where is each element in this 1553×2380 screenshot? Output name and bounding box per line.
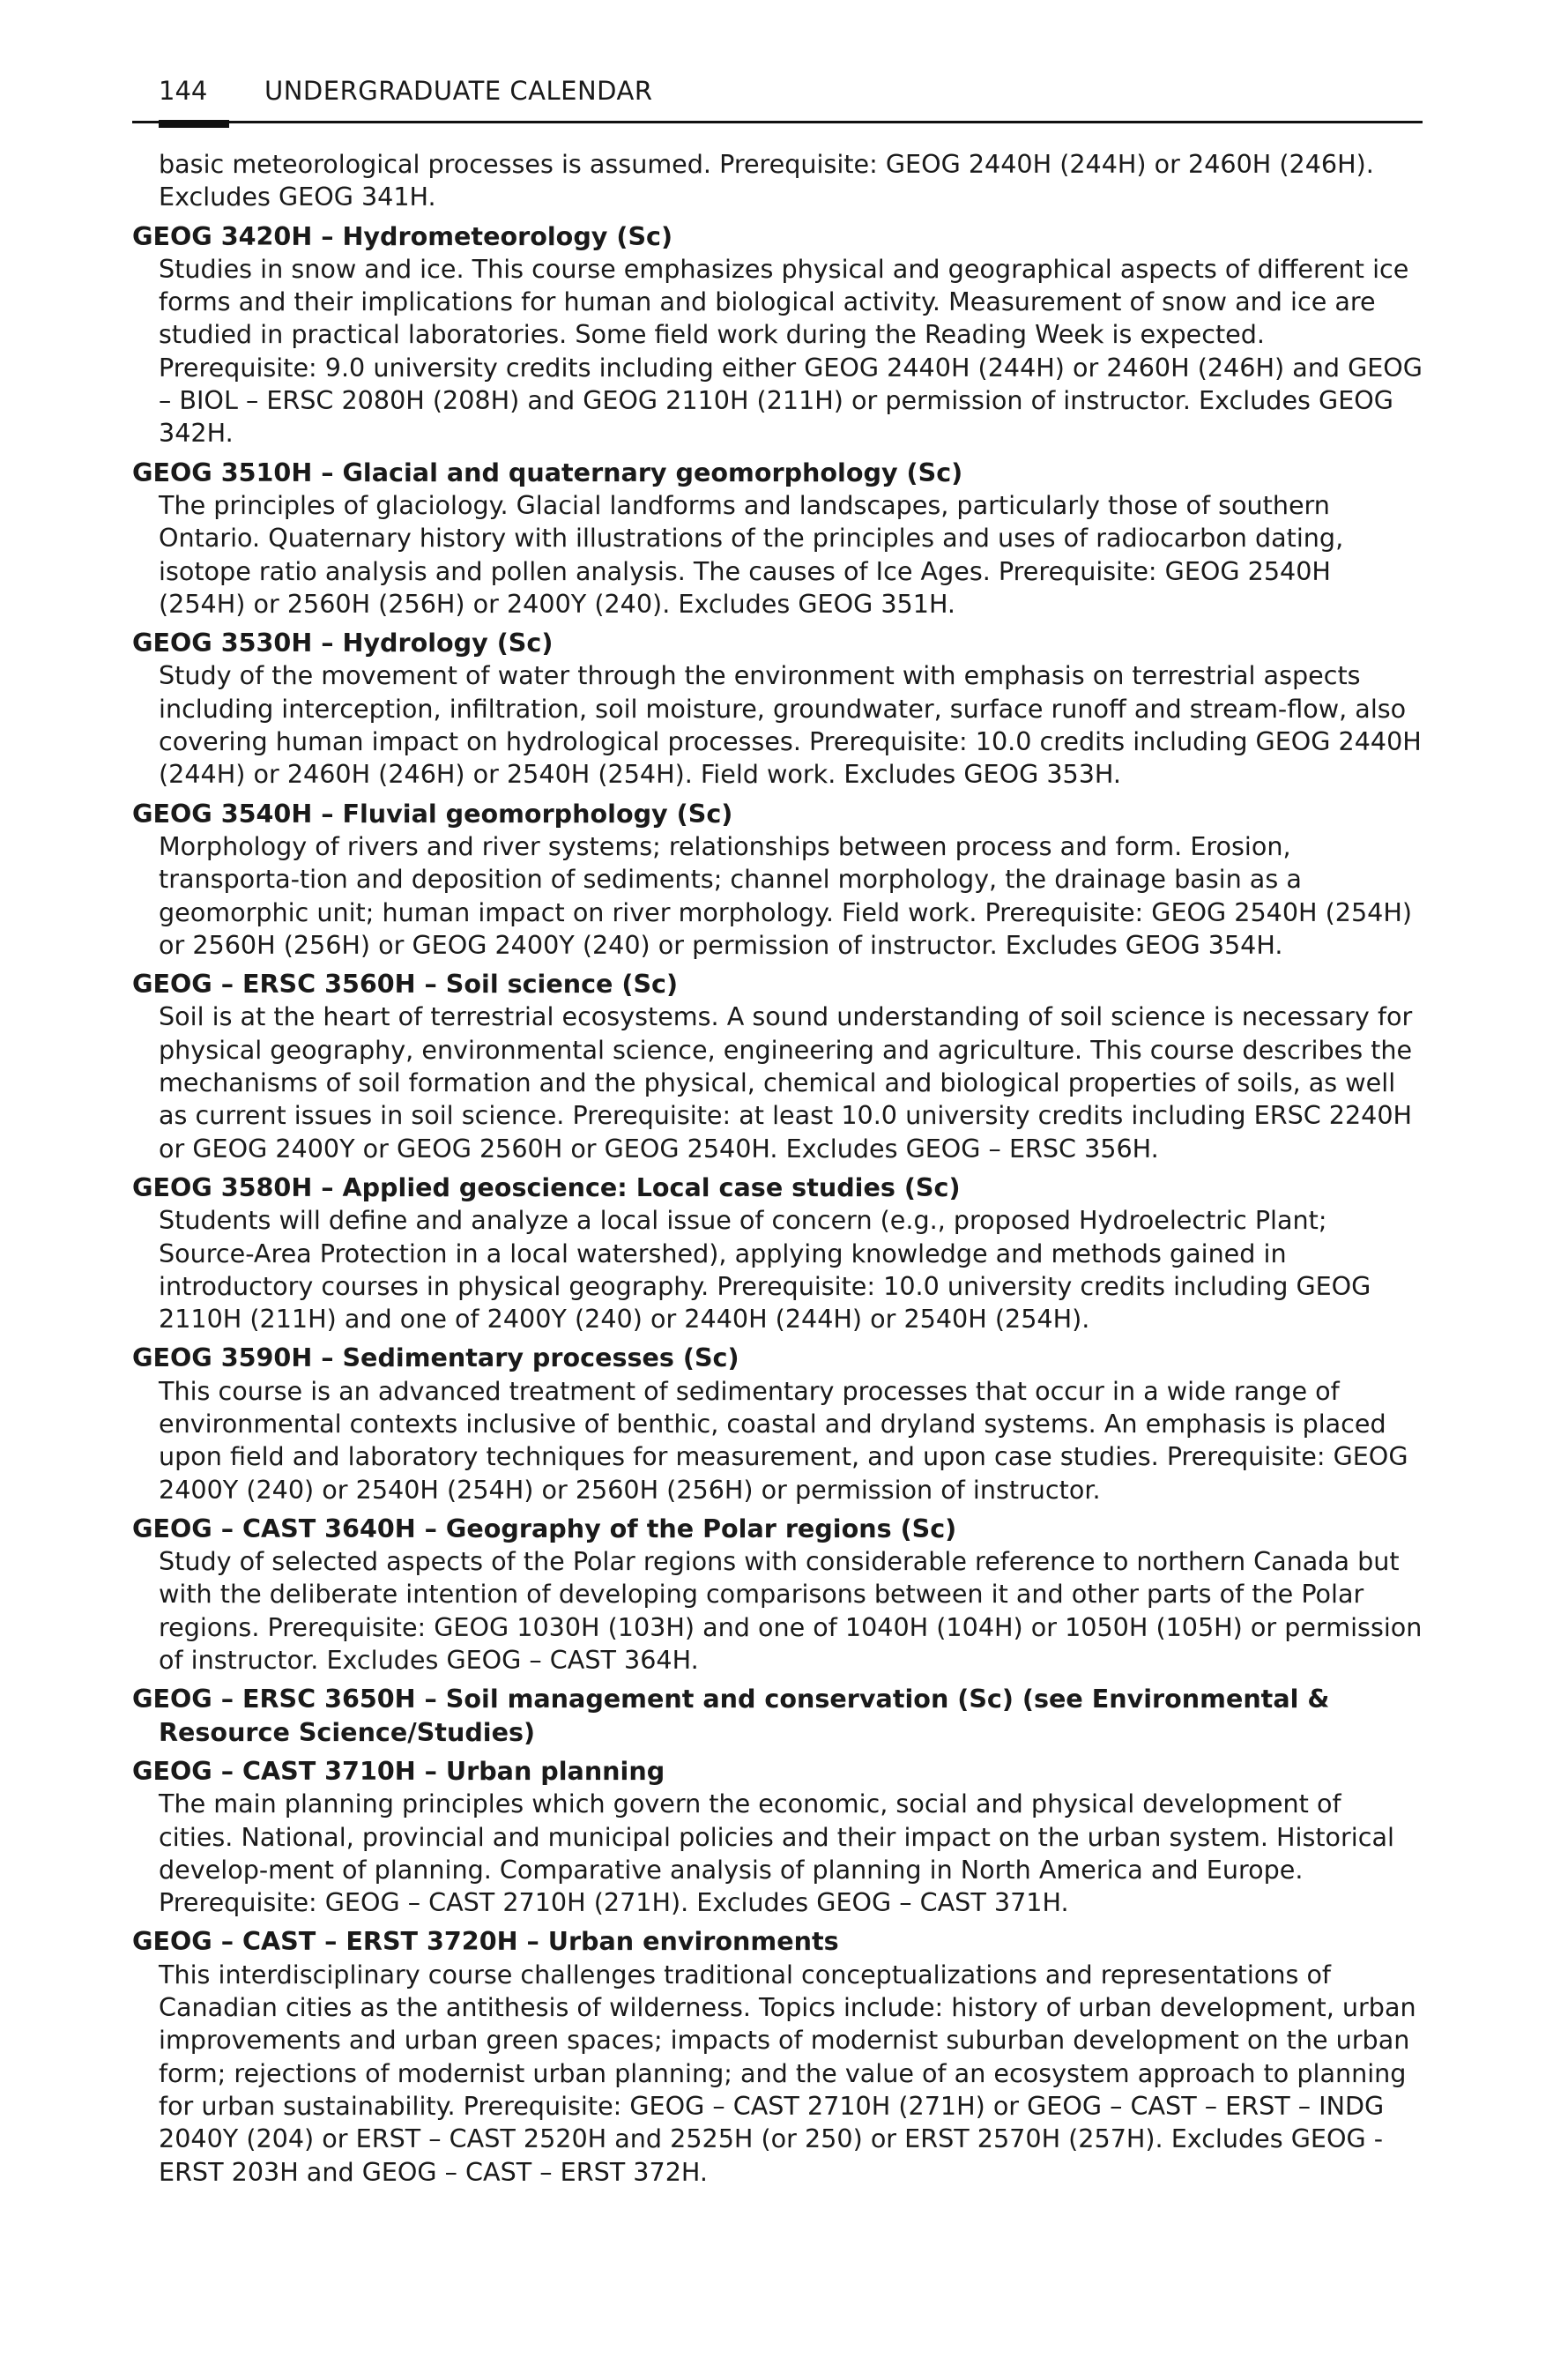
course-title: GEOG – ERSC 3560H – Soil science (Sc) [132,969,679,1000]
course-description: The main planning principles which govern the economic, social and physical development of cities. National, provincial and municipal policies and their impact on the urban system. Historical develop-ment of planning. Comparative analysis of planning in North America and Europe. Prerequisite: GEOG – CAST 2710H (271H). Excludes GEOG – CAST 371H. [159,1789,1394,1918]
course-title: GEOG 3510H – Glacial and quaternary geomorphology (Sc) [132,457,963,487]
continued-description: basic meteorological processes is assumed. Prerequisite: GEOG 2440H (244H) or 2460H (246H). Excludes GEOG 341H. [159,149,1374,212]
course-description: Study of the movement of water through the environment with emphasis on terrestrial aspects including interception, infiltration, soil moisture, groundwater, surface runoff and stream-flow, also covering human impact on hydrological processes. Prerequisite: 10.0 credits including GEOG 2440H (244H) or 2460H (246H) or 2540H (254H). Field work. Excludes GEOG 353H. [159,660,1422,790]
course-title: GEOG 3420H – Hydrometeorology (Sc) [132,220,673,251]
course-title: GEOG – ERSC 3650H – Soil management and conservation (Sc) (see Environmental & Resource Science/Studies) [132,1684,1330,1747]
header-tab-marker [159,120,229,128]
course-entries [132,220,1423,2189]
course-description: Students will define and analyze a local issue of concern (e.g., proposed Hydroelectric Plant; Source-Area Protection in a local watershed), applying knowledge and methods gained in introductory courses in physical geography. Prerequisite: 10.0 university credits including GEOG 2110H (211H) and one of 2400Y (240) or 2440H (244H) or 2540H (254H). [159,1205,1371,1335]
course-entry [132,457,1423,621]
course-description: Soil is at the heart of terrestrial ecosystems. A sound understanding of soil science is necessary for physical geography, environmental science, engineering and agriculture. This course describes the mechanisms of soil formation and the physical, chemical and biological properties of soils, as well as current issues in soil science. Prerequisite: at least 10.0 university credits including ERSC 2240H or GEOG 2400Y or GEOG 2560H or GEOG 2540H. Excludes GEOG – ERSC 356H. [159,1001,1413,1164]
course-title: GEOG – CAST – ERST 3720H – Urban environments [132,1926,839,1957]
course-entry [132,627,1423,791]
course-description: Studies in snow and ice. This course emphasizes physical and geographical aspects of different ice forms and their implications for human and biological activity. Measurement of snow and ice are studied in practical laboratories. Some field work during the Reading Week is expected. Prerequisite: 9.0 university credits including either GEOG 2440H (244H) or 2460H (246H) and GEOG – BIOL – ERSC 2080H (208H) and GEOG 2110H (211H) or permission of instructor. Excludes GEOG 342H. [159,253,1423,449]
course-entry [132,220,1423,450]
course-list [132,148,1423,2189]
running-title: UNDERGRADUATE CALENDAR [264,76,653,106]
course-title: GEOG 3580H – Applied geoscience: Local case studies (Sc) [132,1171,961,1202]
course-entry [132,1755,1423,1919]
course-title: GEOG 3530H – Hydrology (Sc) [132,628,554,658]
course-title: GEOG 3540H – Fluvial geomorphology (Sc) [132,798,733,829]
course-entry [132,1683,1423,1749]
course-entry [132,1342,1423,1506]
course-title: GEOG 3590H – Sedimentary processes (Sc) [132,1342,739,1373]
page-number: 144 [159,76,208,106]
course-description: This course is an advanced treatment of sedimentary processes that occur in a wide range of environmental contexts inclusive of benthic, coastal and dryland systems. An emphasis is placed upon field and laboratory techniques for measurement, and upon case studies. Prerequisite: GEOG 2400Y (240) or 2540H (254H) or 2560H (256H) or permission of instructor. [159,1375,1408,1505]
course-entry [132,1171,1423,1335]
course-description: The principles of glaciology. Glacial landforms and landscapes, particularly those of southern Ontario. Quaternary history with illustrations of the principles and uses of radiocarbon dating, isotope ratio analysis and pollen analysis. The causes of Ice Ages. Prerequisite: GEOG 2540H (254H) or 2560H (256H) or 2400Y (240). Excludes GEOG 351H. [159,489,1344,619]
course-entry [132,798,1423,962]
course-entry [132,1513,1423,1677]
course-description: Study of selected aspects of the Polar regions with considerable reference to northern Canada but with the deliberate intention of developing comparisons between it and other parts of the Polar regions. Prerequisite: GEOG 1030H (103H) and one of 1040H (104H) or 1050H (105H) or permission of instructor. Excludes GEOG – CAST 364H. [159,1546,1423,1676]
page-header [132,74,1423,125]
calendar-page [132,74,1423,2195]
course-description: This interdisciplinary course challenges traditional conceptualizations and representations of Canadian cities as the antithesis of wilderness. Topics include: history of urban development, urban improvements and urban green spaces; impacts of modernist suburban development on the urban form; rejections of modernist urban planning; and the value of an ecosystem approach to planning for urban sustainability. Prerequisite: GEOG – CAST 2710H (271H) or GEOG – CAST – ERST – INDG 2040Y (204) or ERST – CAST 2520H and 2525H (or 250) or ERST 2570H (257H). Excludes GEOG - ERST 203H and GEOG – CAST – ERST 372H. [159,1959,1416,2187]
course-entry [132,1925,1423,2188]
course-description: Morphology of rivers and river systems; relationships between process and form. Erosion, transporta-tion and deposition of sediments; channel morphology, the drainage basin as a geomorphic unit; human impact on river morphology. Field work. Prerequisite: GEOG 2540H (254H) or 2560H (256H) or GEOG 2400Y (240) or permission of instructor. Excludes GEOG 354H. [159,830,1413,960]
course-title: GEOG – CAST 3710H – Urban planning [132,1755,665,1786]
course-entry [132,968,1423,1165]
header-rule [132,121,1423,123]
course-title: GEOG – CAST 3640H – Geography of the Polar regions (Sc) [132,1513,957,1543]
